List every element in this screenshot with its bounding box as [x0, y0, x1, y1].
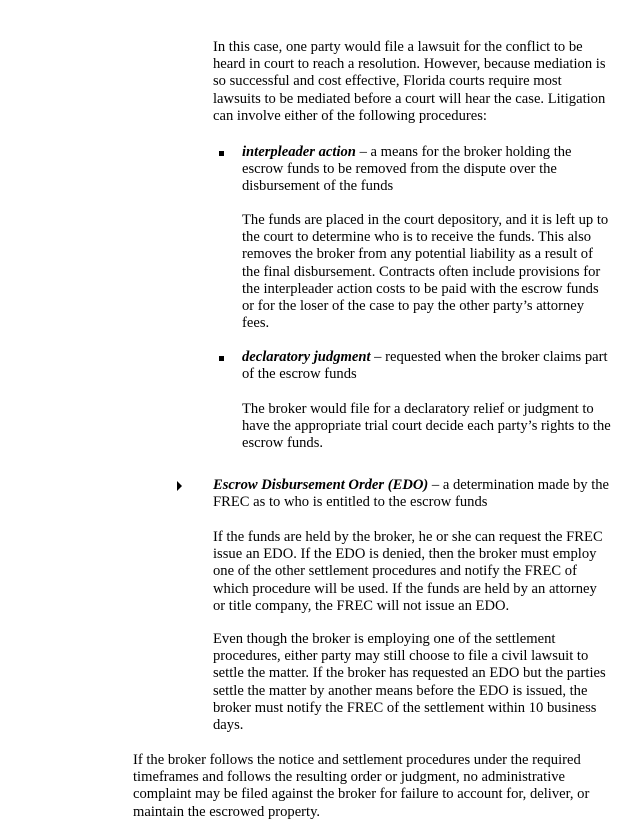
edo-item [213, 477, 613, 511]
edo-definition: – a determination made by the FREC as to who is entitled to the escrow funds [213, 477, 610, 511]
edo-term: Escrow Disbursement Order (EDO) [213, 477, 429, 493]
interpleader-action-detail: The funds are placed in the court depository, and it is left up to the court to determine who is to receive the funds. This also removes the broker from any potential liability as a result of the final disbursement. Contracts often include provisions for the interpleader action costs to be paid with the escrow funds or for the loser of the case to pay the other party’s attorney fees. [242, 212, 609, 332]
square-bullet-icon [219, 356, 224, 361]
triangle-bullet-icon [177, 481, 182, 491]
declaratory-judgment-item [242, 349, 614, 383]
conclusion-paragraph: If the broker follows the notice and settlement procedures under the required timeframes and follows the resulting order or judgment, no administrative complaint may be filed against the broker for failure to account for, deliver, or maintain the escrowed property. [133, 752, 590, 820]
edo-paragraph-1: If the funds are held by the broker, he or she can request the FREC issue an EDO. If the EDO is denied, then the broker must employ one of the other settlement procedures and notify the FREC of which procedure will be used. If the funds are held by an attorney or title company, the FREC will not issue an EDO. [213, 529, 603, 614]
interpleader-action-item [242, 144, 602, 196]
declaratory-judgment-detail: The broker would file for a declaratory relief or judgment to have the appropriate trial court decide each party’s rights to the escrow funds. [242, 401, 611, 452]
interpleader-action-definition: – a means for the broker holding the escrow funds to be removed from the dispute over the disbursement of the funds [242, 144, 572, 195]
square-bullet-icon [219, 151, 224, 156]
intro-paragraph: In this case, one party would file a lawsuit for the conflict to be heard in court to reach a resolution. However, because mediation is so successful and cost effective, Florida courts require most lawsuits to be mediated before a court will hear the case. Litigation can involve either of the following procedures: [213, 39, 606, 124]
interpleader-action-term: interpleader action [242, 144, 356, 160]
edo-paragraph-2: Even though the broker is employing one of the settlement procedures, either party may still choose to file a civil lawsuit to settle the matter. If the broker has requested an EDO but the parties settle the matter by another means before the EDO is issued, the broker must notify the FREC of the settlement within 10 business days. [213, 631, 606, 734]
declaratory-judgment-term: declaratory judgment [242, 349, 371, 365]
declaratory-judgment-definition: – requested when the broker claims part of the escrow funds [242, 349, 608, 383]
